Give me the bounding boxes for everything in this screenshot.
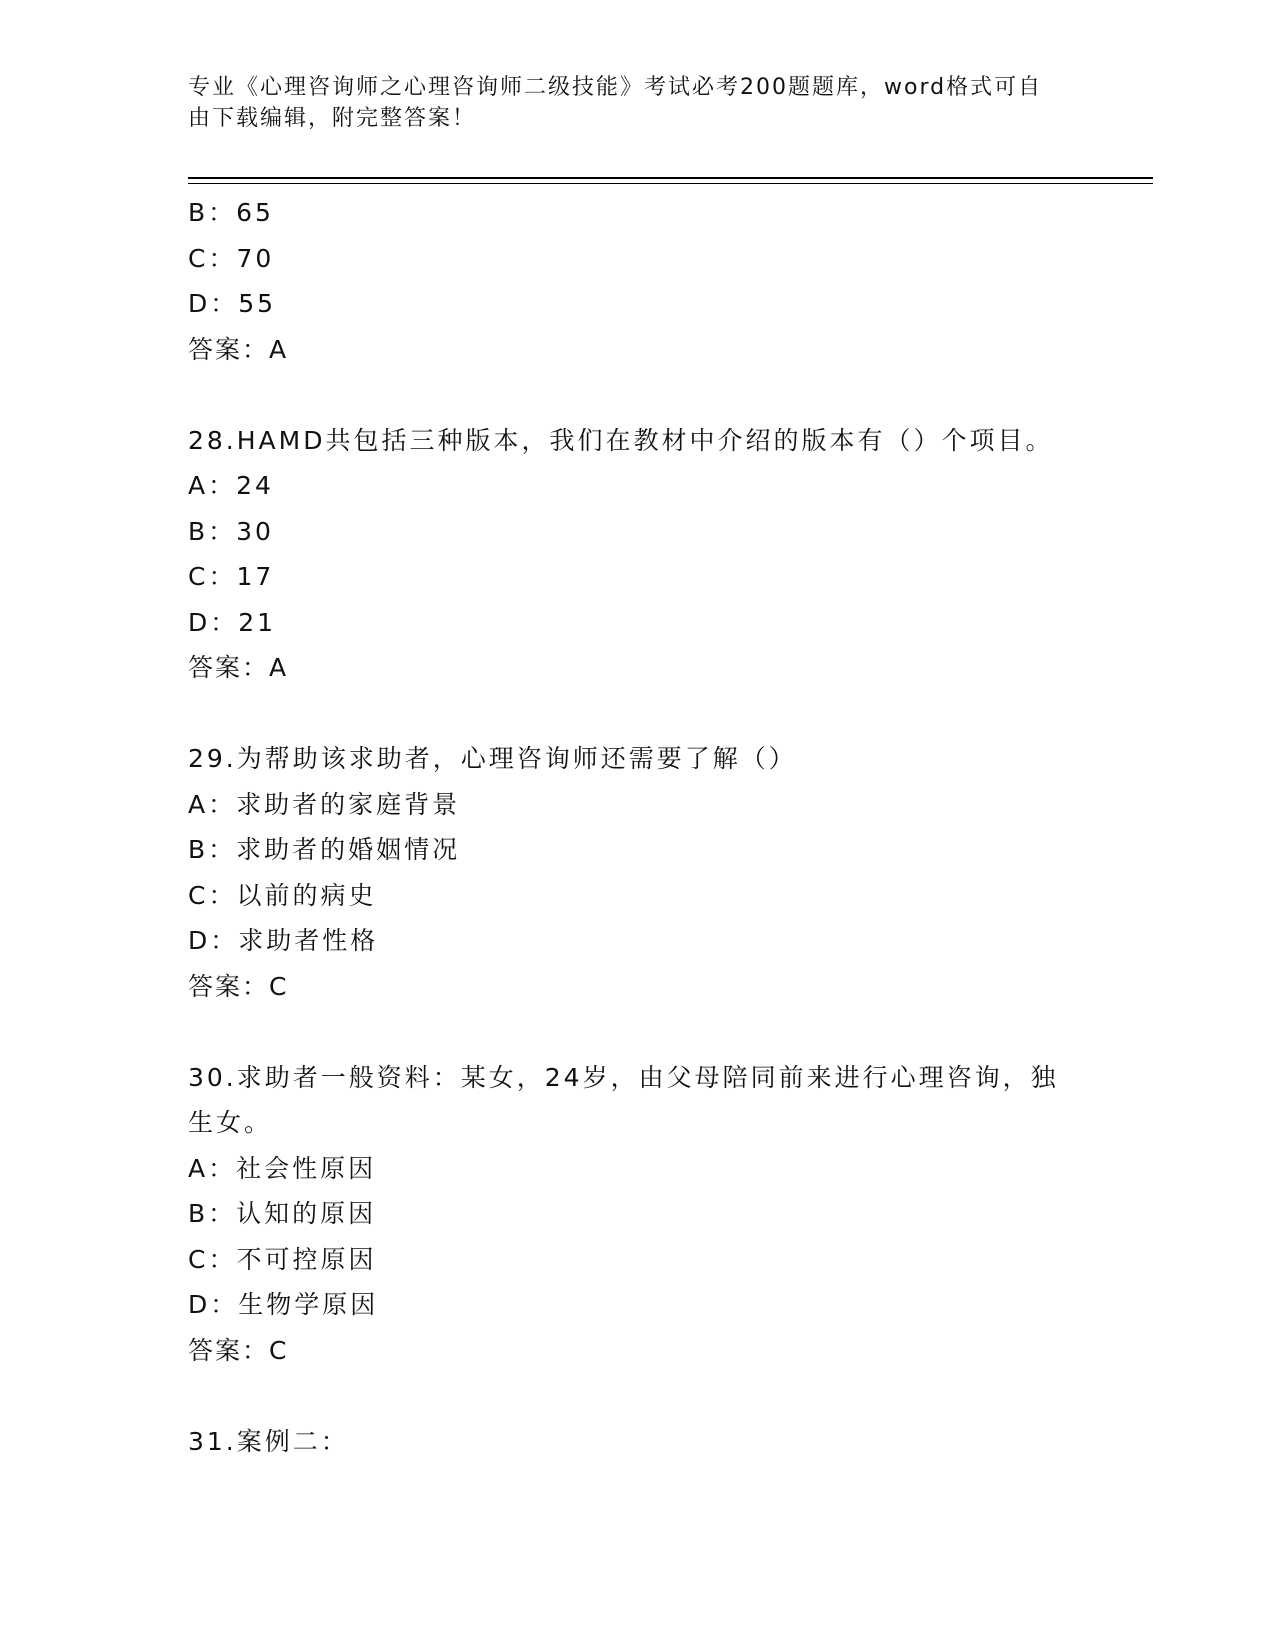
answer-line: 答案：A — [188, 653, 289, 682]
question-stem: 29.为帮助该求助者，心理咨询师还需要了解（） — [188, 744, 797, 773]
question-list — [188, 190, 1088, 1464]
spacer — [188, 1373, 1088, 1419]
option-b: B：65 — [188, 198, 274, 227]
document-header: 专业《心理咨询师之心理咨询师二级技能》考试必考200题题库，word格式可自 由下载编辑，附完整答案！ — [188, 75, 1043, 131]
option-c: C：17 — [188, 562, 275, 591]
header-rule-thick — [188, 177, 1153, 179]
question-stem: 31.案例二： — [188, 1426, 349, 1456]
answer-line: 答案：C — [188, 971, 289, 1001]
option-d: D：55 — [188, 289, 277, 318]
option-c: C：70 — [188, 243, 275, 273]
question-31 — [188, 1419, 1088, 1465]
answer-line: 答案：C — [188, 1335, 289, 1365]
question-stem-line-1: 30.求助者一般资料：某女，24岁，由父母陪同前来进行心理咨询，独 — [188, 1062, 1059, 1092]
option-b: B：求助者的婚姻情况 — [188, 835, 461, 864]
spacer — [188, 691, 1088, 737]
option-a: A：社会性原因 — [188, 1153, 377, 1183]
option-d: D：21 — [188, 607, 277, 637]
question-30 — [188, 1055, 1088, 1374]
spacer — [188, 1009, 1088, 1055]
question-stem-line-2: 生女。 — [188, 1108, 273, 1137]
option-a: A：求助者的家庭背景 — [188, 789, 461, 819]
question-28 — [188, 418, 1088, 691]
question-stem: 28.HAMD共包括三种版本，我们在教材中介绍的版本有（）个项目。 — [188, 425, 1054, 455]
option-c: C：不可控原因 — [188, 1244, 377, 1274]
option-d: D：求助者性格 — [188, 926, 379, 955]
option-d: D：生物学原因 — [188, 1290, 379, 1319]
spacer — [188, 372, 1088, 418]
option-b: B：认知的原因 — [188, 1199, 377, 1228]
option-a: A：24 — [188, 471, 274, 500]
question-27-tail — [188, 190, 1088, 372]
header-rule-thin — [188, 183, 1153, 184]
answer-line: 答案：A — [188, 334, 289, 364]
question-29 — [188, 736, 1088, 1009]
option-b: B：30 — [188, 516, 274, 546]
option-c: C：以前的病史 — [188, 880, 377, 910]
